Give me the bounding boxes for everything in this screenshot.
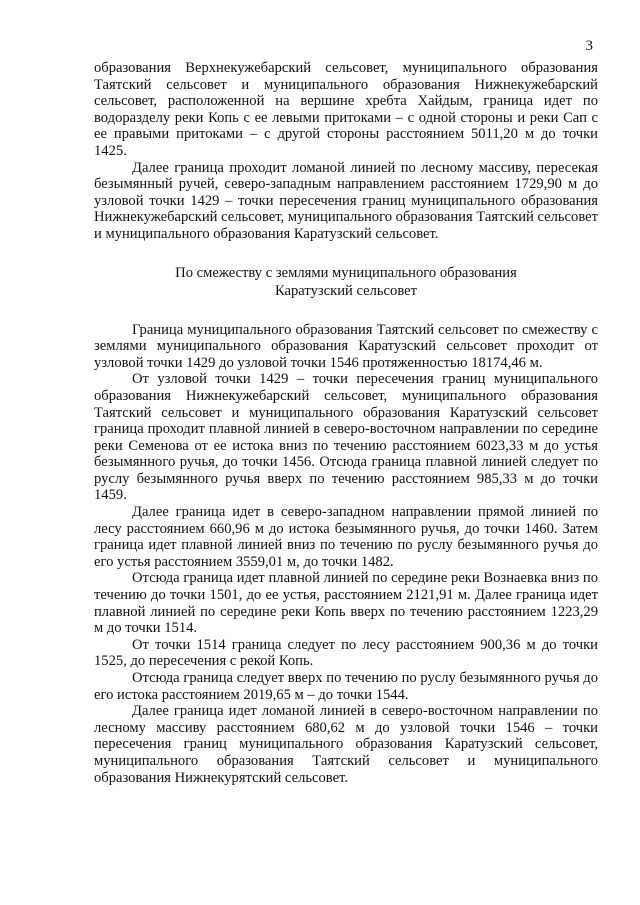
paragraph: Далее граница проходит ломаной линией по лесному массиву, пересекая безымянный ручей, северо-западным направлением расстоянием 1729,90 м до узловой точки 1429 – точки пересечения границ муниципального образования Нижнекужебарский сельсовет, муниципального образования Таятский сельсовет и муниципального образования Каратузский сельсовет. [94,159,598,242]
paragraph: От узловой точки 1429 – точки пересечения границ муниципального образования Нижнекужебарский сельсовет, муниципального образования Таятский сельсовет и муниципального образования Каратузский сельсовет граница проходит плавной линией в северо-восточном направлении по середине реки Семенова от ее истока вниз по течению расстоянием 6023,33 м до устья безымянного ручья, до точки 1456. Отсюда граница плавной линией следует по руслу безымянного ручья вверх по течению расстоянием 985,33 м до точки 1459. [94,371,598,504]
section-heading [94,264,598,300]
section-heading-line: Каратузский сельсовет [274,282,417,299]
paragraph: Отсюда граница идет плавной линией по середине реки Вознаевка вниз по течению до точки 1501, до ее устья, расстоянием 2121,91 м. Далее граница идет плавной линией по середине реки Копь вверх по течению расстоянием 1223,29 м до точки 1514. [94,570,598,637]
paragraph-continuation: образования Верхнекужебарский сельсовет, муниципального образования Таятский сельсовет и муниципального образования Нижнекужебарский сельсовет, расположенной на вершине хребта Хайдым, граница идет по водоразделу реки Копь с ее левыми притоками – с одной стороны и реки Сап с ее правыми притоками – с другой стороны расстоянием 5011,20 м до точки 1425. [94,60,598,159]
paragraph: Отсюда граница следует вверх по течению по руслу безымянного ручья до его истока расстоянием 2019,65 м – до точки 1544. [94,670,598,703]
section-heading-line: По смежеству с землями муниципального образования [175,264,517,281]
paragraph: От точки 1514 граница следует по лесу расстоянием 900,36 м до точки 1525, до пересечения с рекой Копь. [94,636,598,670]
page-number: 3 [585,38,593,54]
paragraph: Далее граница идет ломаной линией в северо-восточном направлении по лесному массиву расстоянием 680,62 м до узловой точки 1546 – точки пересечения границ муниципального образования Каратузский сельсовет, муниципального образования Таятский сельсовет и муниципального образования Нижнекурятский сельсовет. [94,703,598,786]
document-body [94,60,598,786]
paragraph: Далее граница идет в северо-западном направлении прямой линией по лесу расстоянием 660,96 м до истока безымянного ручья, до точки 1460. Затем граница идет плавной линией вниз по течению по руслу безымянного ручья до его устья расстоянием 3559,01 м, до точки 1482. [94,504,598,570]
paragraph: Граница муниципального образования Таятский сельсовет по смежеству с землями муниципального образования Каратузский сельсовет проходит от узловой точки 1429 до узловой точки 1546 протяженностью 18174,46 м. [94,321,598,371]
